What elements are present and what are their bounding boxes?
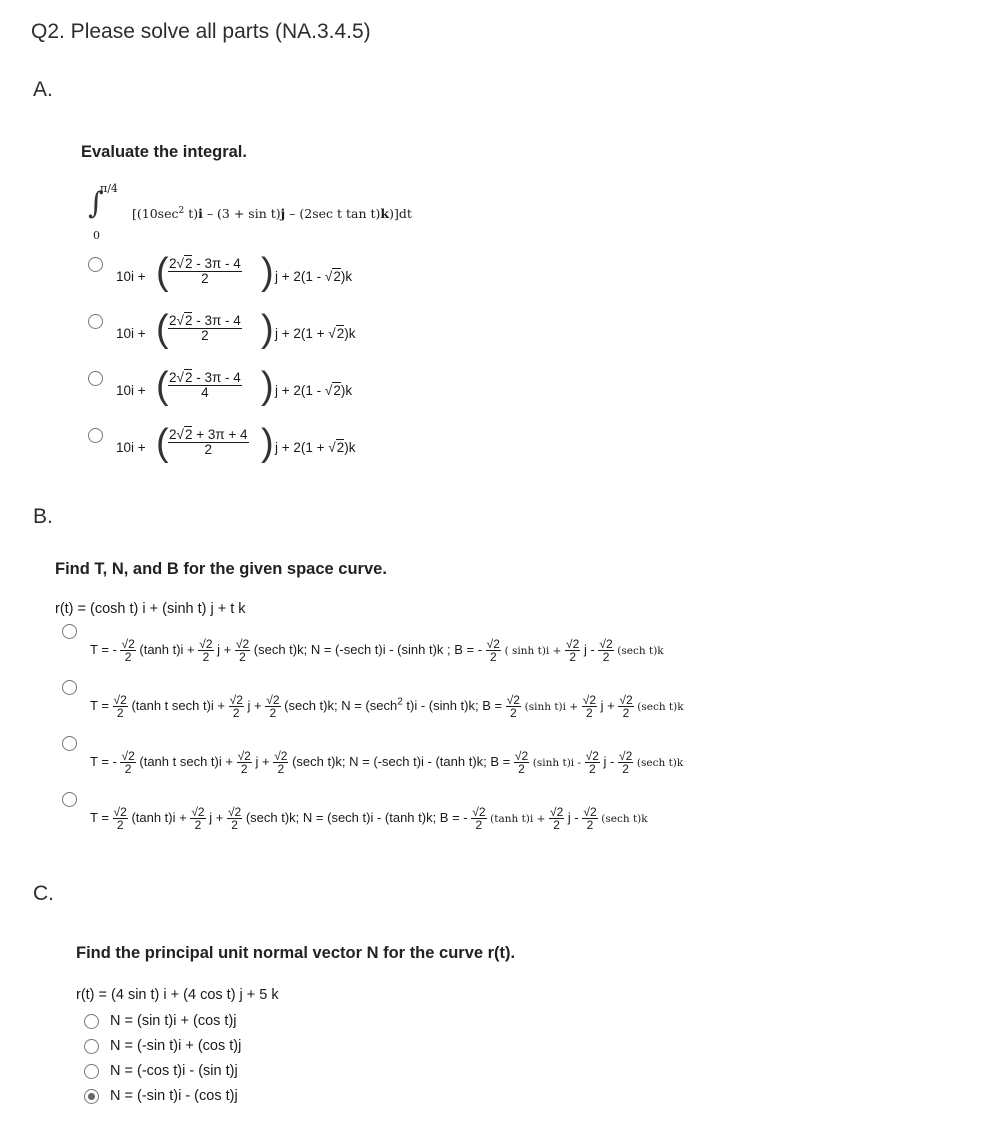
- part-b-option[interactable]: T = $\frac{√2}{2}$ (tanh t sech t)i + $\frac{√2}{2}$ j + $\frac{√2}{2}$ (sech t)k; N = (sech$^2$ t)i - (sinh t)k; B = $\frac{√2}{2}$ (sinh t)i + $\frac{√2}{2}$ j + $\frac{√2}{2}$ (sech t)k: [62, 680, 962, 720]
- section-label-c: C.: [33, 882, 54, 905]
- part-a-option[interactable]: 10i + ( $\frac{2√2 - 3\pi - 4}{2}$ ) j + 2(1 + √2)k: [86, 312, 416, 358]
- part-a-heading: Evaluate the integral.: [81, 143, 247, 161]
- part-b-option[interactable]: T = - $\frac{√2}{2}$ (tanh t)i + $\frac{√2}{2}$ j + $\frac{√2}{2}$ (sech t)k; N = (-sech t)i - (sinh t)k ; B = - $\frac{√2}{2}$ ( sinh t)i + $\frac{√2}{2}$ j - $\frac{√2}{2}$ (sech t)k: [62, 624, 962, 664]
- part-b-curve: r(t) = (cosh t) i + (sinh t) j + t k: [55, 601, 246, 617]
- part-c-option[interactable]: [84, 1061, 384, 1083]
- integrand: [($10\sec^2$ t)i – (3 + sin t)j – (2sec t tan t)k)]dt: [132, 206, 412, 222]
- part-b-option[interactable]: T = $\frac{√2}{2}$ (tanh t)i + $\frac{√2}{2}$ j + $\frac{√2}{2}$ (sech t)k; N = (sech t)i - (tanh t)k; B = - $\frac{√2}{2}$ (tanh t)i + $\frac{√2}{2}$ j - $\frac{√2}{2}$ (sech t)k: [62, 792, 962, 832]
- section-label-b: B.: [33, 505, 53, 528]
- radio-button[interactable]: [84, 1039, 99, 1054]
- left-paren: (: [156, 251, 169, 293]
- integral-sign-icon: ∫: [88, 186, 104, 221]
- option-label: N = (-cos t)i - (sin t)j: [110, 1063, 238, 1079]
- fraction: $\frac{2√2 - 3\pi - 4}{2}$: [169, 313, 241, 343]
- radio-button[interactable]: [62, 680, 77, 695]
- radio-button[interactable]: [88, 371, 103, 386]
- option-label: N = (-sin t)i - (cos t)j: [110, 1088, 238, 1104]
- left-paren: (: [156, 422, 169, 464]
- right-paren: ): [261, 365, 274, 407]
- part-c-option[interactable]: [84, 1036, 384, 1058]
- question-title: Q2. Please solve all parts (NA.3.4.5): [31, 20, 371, 43]
- part-b-option[interactable]: T = - $\frac{√2}{2}$ (tanh t sech t)i + $\frac{√2}{2}$ j + $\frac{√2}{2}$ (sech t)k; N = (-sech t)i - (tanh t)k; B = $\frac{√2}{2}$ (sinh t)i - $\frac{√2}{2}$ j - $\frac{√2}{2}$ (sech t)k: [62, 736, 972, 776]
- part-c-option[interactable]: [84, 1011, 384, 1033]
- part-a-option[interactable]: 10i + ( $\frac{2√2 + 3\pi + 4}{2}$ ) j + 2(1 + √2)k: [86, 426, 416, 472]
- option-label: N = (sin t)i + (cos t)j: [110, 1013, 237, 1029]
- radio-button[interactable]: [84, 1014, 99, 1029]
- radio-button[interactable]: [88, 428, 103, 443]
- radio-button-selected[interactable]: [84, 1089, 99, 1104]
- radio-button[interactable]: [84, 1064, 99, 1079]
- part-c-heading: Find the principal unit normal vector N for the curve r(t).: [76, 944, 516, 962]
- fraction: $\frac{2√2 + 3\pi + 4}{2}$: [169, 427, 248, 457]
- section-label-a: A.: [33, 78, 53, 101]
- right-paren: ): [261, 251, 274, 293]
- right-paren: ): [261, 422, 274, 464]
- radio-button[interactable]: [62, 792, 77, 807]
- fraction: $\frac{2√2 - 3\pi - 4}{4}$: [169, 370, 241, 400]
- part-c-curve: r(t) = (4 sin t) i + (4 cos t) j + 5 k: [76, 987, 279, 1003]
- left-paren: (: [156, 365, 169, 407]
- left-paren: (: [156, 308, 169, 350]
- radio-button[interactable]: [88, 314, 103, 329]
- integral-upper-limit: π/4: [100, 182, 118, 195]
- radio-button[interactable]: [88, 257, 103, 272]
- radio-button[interactable]: [62, 624, 77, 639]
- part-a-option[interactable]: 10i + ( $\frac{2√2 - 3\pi - 4}{2}$ ) j + 2(1 - √2)k: [86, 255, 416, 301]
- radio-button[interactable]: [62, 736, 77, 751]
- fraction: $\frac{2√2 - 3\pi - 4}{2}$: [169, 256, 241, 286]
- part-b-heading: Find T, N, and B for the given space curve.: [55, 560, 387, 578]
- right-paren: ): [261, 308, 274, 350]
- part-a-option[interactable]: 10i + ( $\frac{2√2 - 3\pi - 4}{4}$ ) j + 2(1 - √2)k: [86, 369, 416, 415]
- option-label: N = (-sin t)i + (cos t)j: [110, 1038, 242, 1054]
- part-c-option-selected[interactable]: [84, 1086, 384, 1108]
- integral-lower-limit: 0: [93, 229, 100, 242]
